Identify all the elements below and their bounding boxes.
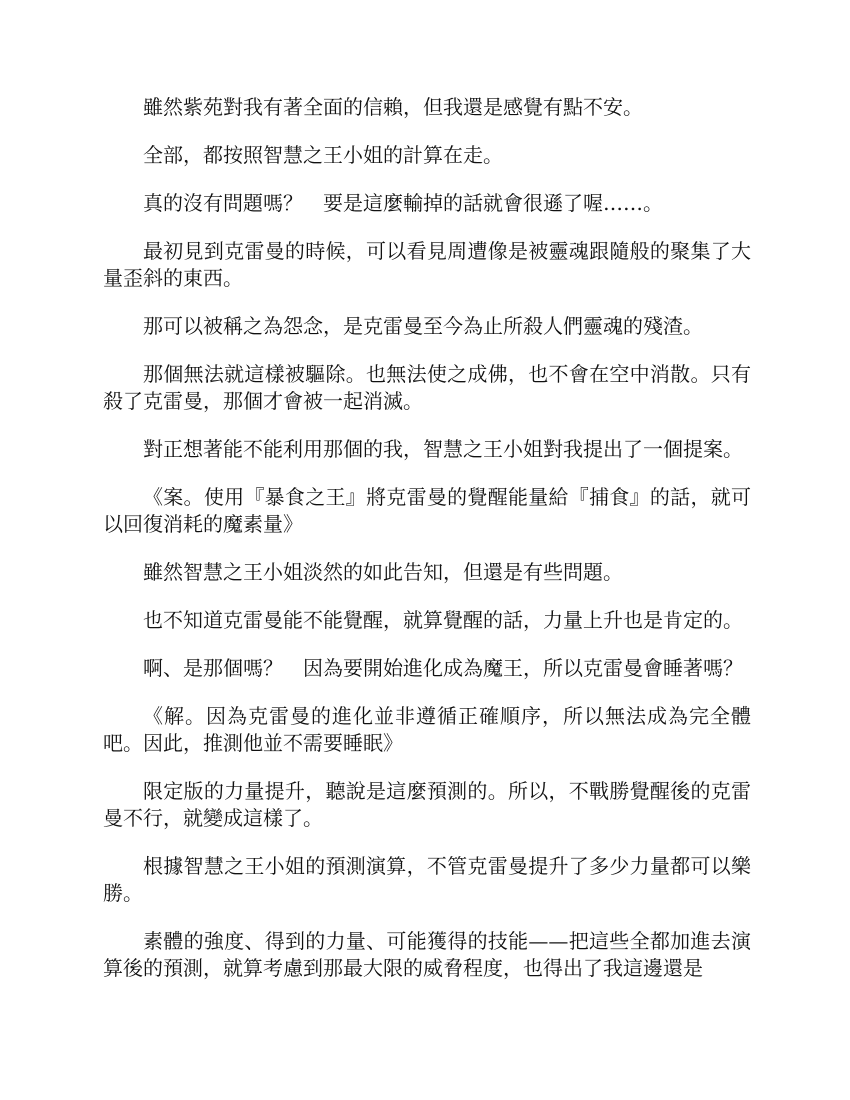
document-body xyxy=(103,94,751,1003)
paragraph: 雖然紫苑對我有著全面的信賴，但我還是感覺有點不安。 xyxy=(143,95,643,119)
paragraph: 最初見到克雷曼的時候，可以看見周遭像是被靈魂跟隨般的聚集了大量歪斜的東西。 xyxy=(103,239,751,290)
paragraph: 《案。使用『暴食之王』將克雷曼的覺醒能量給『捕食』的話，就可以回復消耗的魔素量》 xyxy=(103,485,751,536)
paragraph: 素體的強度、得到的力量、可能獲得的技能——把這些全都加進去演算後的預測，就算考慮到那最大限的威脅程度，也得出了我這邊還是 xyxy=(103,929,751,980)
paragraph: 啊、是那個嗎？ 因為要開始進化成為魔王，所以克雷曼會睡著嗎？ xyxy=(143,656,743,680)
paragraph: 那個無法就這樣被驅除。也無法使之成佛，也不會在空中消散。只有殺了克雷曼，那個才會被一起消滅。 xyxy=(103,362,751,413)
paragraph: 根據智慧之王小姐的預測演算，不管克雷曼提升了多少力量都可以樂勝。 xyxy=(103,854,751,905)
paragraph: 全部，都按照智慧之王小姐的計算在走。 xyxy=(143,143,503,167)
paragraph: 對正想著能不能利用那個的我，智慧之王小姐對我提出了一個提案。 xyxy=(143,437,743,461)
paragraph: 那可以被稱之為怨念，是克雷曼至今為止所殺人們靈魂的殘渣。 xyxy=(143,314,703,338)
paragraph: 《解。因為克雷曼的進化並非遵循正確順序，所以無法成為完全體吧。因此，推測他並不需要睡眠》 xyxy=(103,704,751,755)
paragraph: 也不知道克雷曼能不能覺醒，就算覺醒的話，力量上升也是肯定的。 xyxy=(143,608,743,632)
paragraph: 雖然智慧之王小姐淡然的如此告知，但還是有些問題。 xyxy=(143,560,623,584)
paragraph: 限定版的力量提升，聽說是這麼預測的。所以，不戰勝覺醒後的克雷曼不行，就變成這樣了。 xyxy=(103,779,751,830)
paragraph: 真的沒有問題嗎？ 要是這麼輸掉的話就會很遜了喔……。 xyxy=(143,191,663,215)
